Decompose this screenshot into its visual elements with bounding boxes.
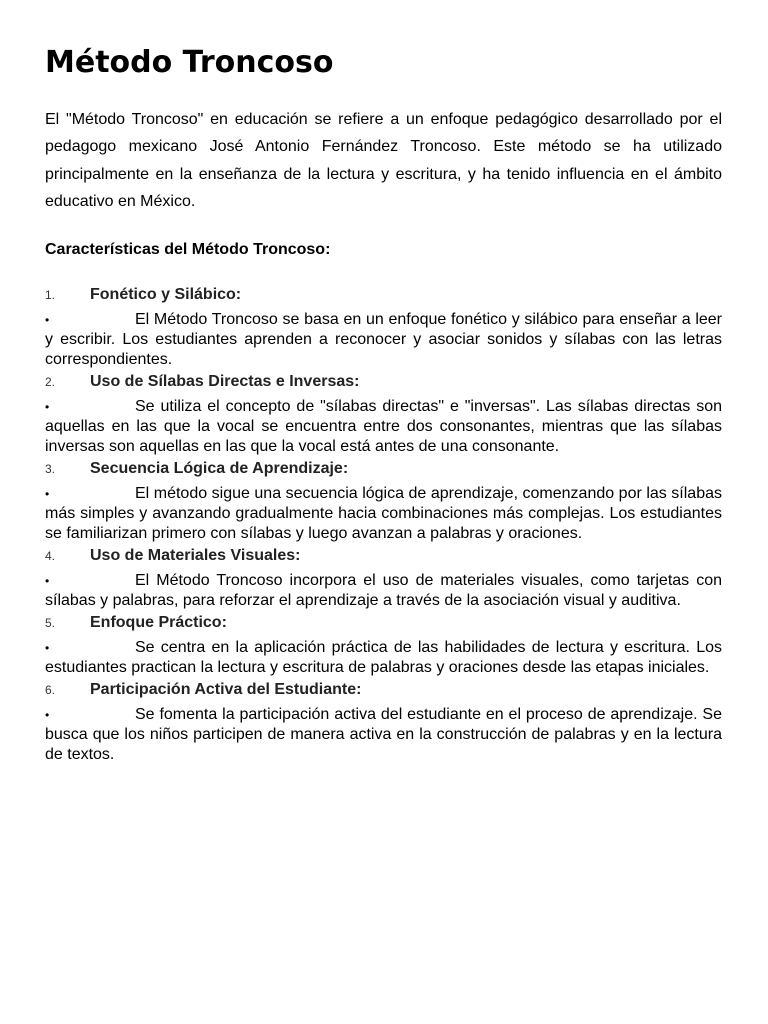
list-item bbox=[45, 373, 722, 457]
bullet-icon: • bbox=[45, 313, 50, 327]
item-title: Secuencia Lógica de Aprendizaje: bbox=[90, 460, 349, 477]
item-number: 2. bbox=[45, 375, 56, 389]
item-title: Fonético y Silábico: bbox=[90, 286, 242, 303]
document-title: Método Troncoso bbox=[45, 45, 334, 80]
intro-paragraph: El "Método Troncoso" en educación se refiere a un enfoque pedagógico desarrollado por el pedagogo mexicano José Antonio Fernández Troncoso. Este método se ha utilizado principalmente en la enseñanza de la lectura y escritura, y ha tenido influencia en el ámbito educativo en México. bbox=[45, 111, 722, 210]
list-item bbox=[45, 614, 722, 678]
characteristics-list bbox=[45, 283, 722, 765]
item-title: Uso de Materiales Visuales: bbox=[90, 547, 301, 564]
item-body: El Método Troncoso se basa en un enfoque fonético y silábico para enseñar a leer y escribir. Los estudiantes aprenden a reconocer y asociar sonidos y sílabas con las letras correspondientes. bbox=[45, 311, 722, 368]
item-body: El Método Troncoso incorpora el uso de materiales visuales, como tarjetas con sílabas y palabras, para reforzar el aprendizaje a través de la asociación visual y auditiva. bbox=[45, 572, 722, 609]
item-number: 4. bbox=[45, 549, 56, 563]
list-item bbox=[45, 460, 722, 544]
item-title: Enfoque Práctico: bbox=[90, 614, 227, 631]
item-body: El método sigue una secuencia lógica de aprendizaje, comenzando por las sílabas más simples y avanzando gradualmente hacia combinaciones más complejas. Los estudiantes se familiarizan primero con sílabas y luego avanzan a palabras y oraciones. bbox=[45, 485, 722, 542]
bullet-icon: • bbox=[45, 641, 50, 655]
bullet-icon: • bbox=[45, 487, 50, 501]
item-number: 1. bbox=[45, 288, 56, 302]
item-title: Uso de Sílabas Directas e Inversas: bbox=[90, 373, 360, 390]
bullet-icon: • bbox=[45, 574, 50, 588]
item-body: Se fomenta la participación activa del estudiante en el proceso de aprendizaje. Se busca que los niños participen de manera activa en la construcción de palabras y en la lectura de textos. bbox=[45, 706, 722, 763]
item-number: 5. bbox=[45, 616, 56, 630]
list-item bbox=[45, 681, 722, 765]
list-item bbox=[45, 547, 722, 611]
item-number: 6. bbox=[45, 683, 56, 697]
section-heading: Características del Método Troncoso: bbox=[45, 241, 331, 258]
item-number: 3. bbox=[45, 462, 56, 476]
item-body: Se utiliza el concepto de "sílabas directas" e "inversas". Las sílabas directas son aquellas en las que la vocal se encuentra entre dos consonantes, mientras que las sílabas inversas son aquellas en las que la vocal está antes de una consonante. bbox=[45, 398, 722, 455]
list-item bbox=[45, 286, 722, 370]
bullet-icon: • bbox=[45, 400, 50, 414]
item-body: Se centra en la aplicación práctica de las habilidades de lectura y escritura. Los estudiantes practican la lectura y escritura de palabras y oraciones desde las etapas iniciales. bbox=[45, 639, 722, 676]
item-title: Participación Activa del Estudiante: bbox=[90, 681, 362, 698]
bullet-icon: • bbox=[45, 708, 50, 722]
